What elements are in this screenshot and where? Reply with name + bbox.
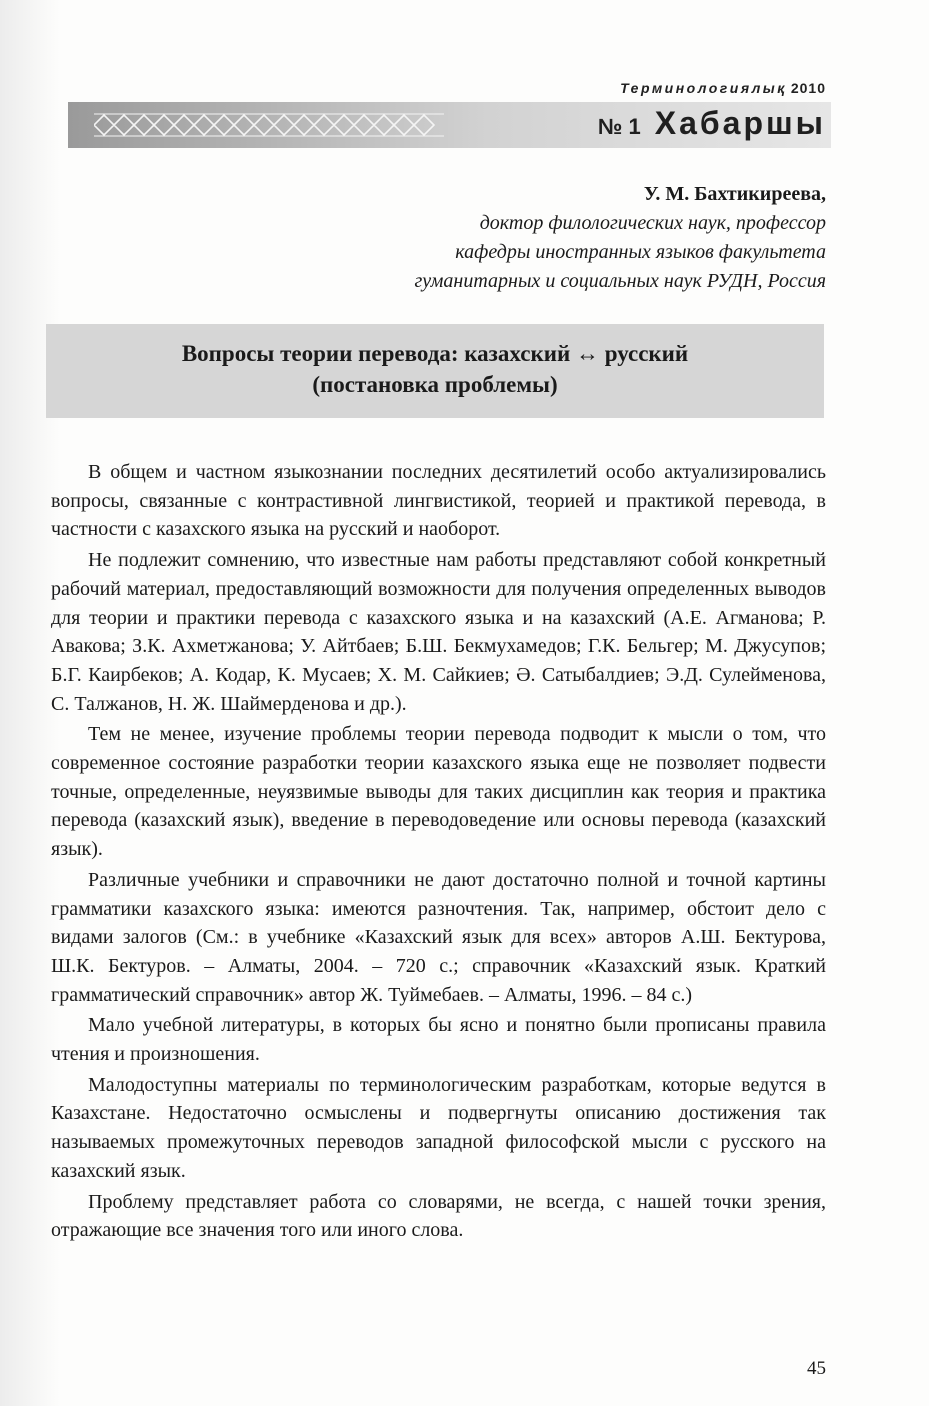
journal-running-head	[620, 80, 826, 96]
paragraph: Не подлежит сомнению, что известные нам работы представляют собой конкретный рабочий материал, предоставляющий возможности для получения определенных выводов для теории и практики перевода с казахского языка и на казахский (А.Е. Агманова; Р. Авакова; З.К. Ахметжанова; У. Айтбаев; Б.Ш. Бекмухамедов; Г.К. Бельгер; М. Джусупов; Б.Г. Каирбеков; А. Кодар, К. Мусаев; Х. М. Сайкиев; Ә. Сатыбалдиев; Э.Д. Сулейменова, С. Талжанов, Н. Ж. Шаймерденова и др.).	[51, 549, 826, 715]
paragraph: Проблему представляет работа со словарями, не всегда, с нашей точки зрения, отражающие все значения того или иного слова.	[51, 1190, 826, 1242]
issue-heading	[598, 105, 826, 142]
author-affiliation-line: гуманитарных и социальных наук РУДН, Россия	[414, 270, 826, 292]
author-affiliation-line: кафедры иностранных языков факультета	[455, 241, 826, 263]
paragraph: Различные учебники и справочники не дают достаточно полной и точной картины грамматики казахского языка: имеются разночтения. Так, например, обстоит дело с видами залогов (См.: в учебнике «Казахский язык для всех» авторов А.Ш. Бектурова, Ш.К. Бектуров. – Алматы, 2004. – 720 с.; справочник «Казахский язык. Краткий грамматический справочник» автор Ж. Туймебаев. – Алматы, 1996. – 84 с.)	[51, 868, 826, 1006]
article-body	[51, 458, 826, 1247]
journal-year: 2010	[790, 80, 826, 96]
ornament-pattern	[94, 110, 444, 140]
article-title-line: Вопросы теории перевода: казахский ↔ русский	[181, 341, 689, 366]
article-title-line: (постановка проблемы)	[312, 372, 558, 397]
page-number: 45	[807, 1358, 826, 1379]
paragraph: Тем не менее, изучение проблемы теории перевода подводит к мысли о том, что современное состояние разработки теории казахского языка еще не позволяет подвести точные, определенные, неуязвимые выводы для таких дисциплин как теория и практика перевода (казахский язык), введение в переводоведение или основы перевода (казахский язык).	[51, 723, 826, 861]
paragraph: В общем и частном языкознании последних десятилетий особо актуализировались вопросы, связанные с контрастивной лингвистикой, теорией и практикой перевода, в частности с казахского языка на русский и наоборот.	[51, 461, 826, 541]
paragraph: Малодоступны материалы по терминологическим разработкам, которые ведутся в Казахстане. Недостаточно осмыслены и подвергнуты описанию достижения так называемых промежуточных переводов западной философской мысли с русского на казахский язык.	[51, 1073, 826, 1182]
article-title	[46, 324, 824, 400]
paragraph: Мало учебной литературы, в которых бы ясно и понятно были прописаны правила чтения и произношения.	[51, 1014, 826, 1066]
author-affiliation-line: доктор филологических наук, профессор	[479, 212, 826, 234]
article-title-box	[46, 324, 824, 418]
author-block	[414, 180, 826, 296]
author-name: У. М. Бахтикиреева,	[643, 183, 826, 205]
issue-number: № 1	[597, 114, 641, 139]
journal-name: Терминологиялық	[620, 80, 787, 96]
section-title: Хабаршы	[654, 105, 826, 141]
